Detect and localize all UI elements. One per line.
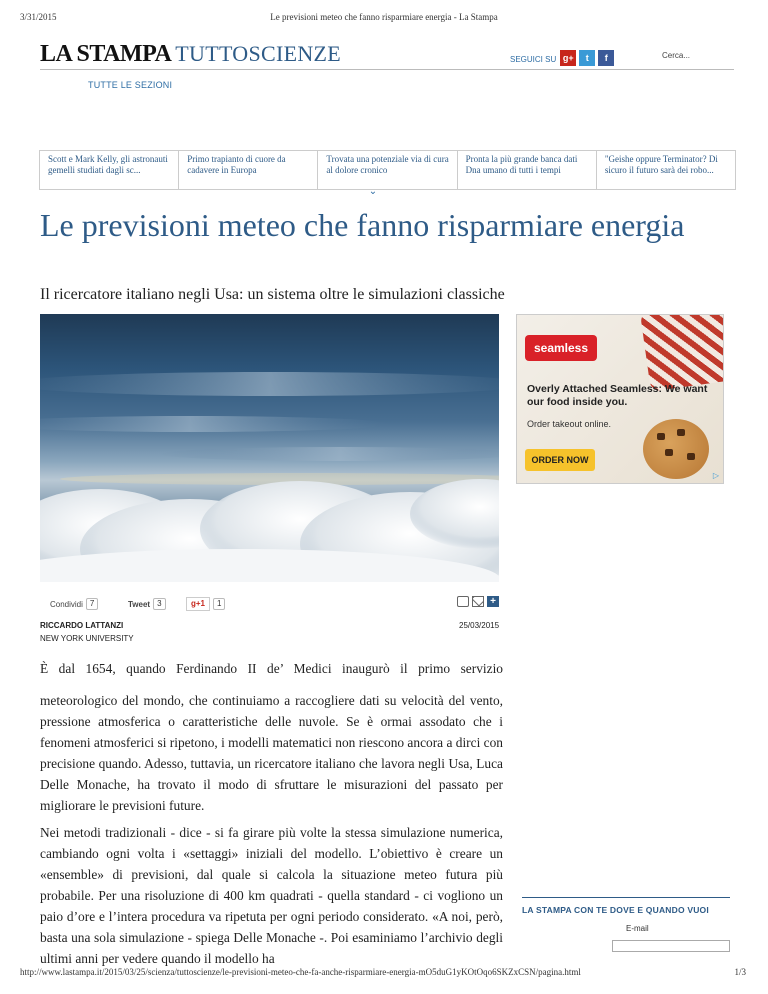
ad-cookie-image (643, 419, 709, 479)
ad-brand-logo: seamless (525, 335, 597, 361)
masthead (40, 40, 734, 70)
author-name: RICCARDO LATTANZI (40, 621, 124, 630)
advertisement[interactable] (516, 314, 724, 484)
newsletter-title: LA STAMPA CON TE DOVE E QUANDO VUOI (522, 905, 709, 915)
all-sections-link[interactable]: TUTTE LE SEZIONI (88, 80, 173, 90)
related-articles (39, 150, 736, 190)
follow-label: SEGUICI SU (510, 55, 557, 64)
gplus-label: g+1 (186, 597, 210, 611)
facebook-icon[interactable]: f (598, 50, 614, 66)
section-name: TUTTOSCIENZE (175, 41, 342, 66)
article-image (40, 314, 499, 582)
print-date: 3/31/2015 (20, 12, 57, 22)
email-field[interactable] (612, 940, 730, 952)
tweet-label: Tweet (128, 599, 151, 609)
related-item[interactable]: Pronta la più grande banca dati Dna umano di tutti i tempi (458, 151, 597, 189)
adchoices-icon[interactable]: ▷ (712, 471, 720, 480)
share-bar (40, 596, 499, 614)
article-title: Le previsioni meteo che fanno risparmiare energia (40, 207, 685, 243)
share-condividi[interactable] (50, 596, 98, 612)
ad-subline: Order takeout online. (527, 419, 612, 429)
print-page-number: 1/3 (734, 967, 746, 977)
sky-clouds-illustration (40, 314, 499, 582)
brand-name: LA STAMPA (40, 41, 172, 67)
related-item[interactable]: Scott e Mark Kelly, gli astronauti gemelli studiati dagli sc... (39, 151, 179, 189)
search-input[interactable]: Cerca... (662, 51, 691, 60)
ad-food-image (640, 314, 724, 392)
site-logo[interactable] (40, 40, 341, 68)
ad-headline: Overly Attached Seamless: We want our food inside you. (527, 383, 708, 408)
author-affiliation: NEW YORK UNIVERSITY (40, 634, 134, 643)
ad-order-button[interactable]: ORDER NOW (525, 449, 595, 471)
article-date: 25/03/2015 (459, 621, 500, 630)
newsletter-box (522, 897, 730, 933)
chevron-down-icon[interactable]: ⌄ (368, 186, 378, 197)
mail-icon[interactable] (472, 596, 484, 607)
article-paragraph: Nei metodi tradizionali - dice - si fa girare più volte la stessa simulazione numerica, cambiando ogni volta i «settaggi» iniziali del modello. L’obiettivo è creare un «ensemble» di previsioni, dal quale si calcola la situazione meteo futura più probabile. Per una risoluzione di 400 km quadrati - quella standard - ci vogliono un paio d’ore e l’intera procedura va ripetuta per ogni periodo considerato. «A noi, però, basta una sola simulazione - spiega Delle Monache -. Poi esaminiamo l’archivio degli ultimi anni per vedere quando il modello ha (40, 825, 503, 966)
social-links (510, 40, 617, 66)
google-plus-icon[interactable]: g+ (560, 50, 576, 66)
print-title: Le previsioni meteo che fanno risparmiare energia - La Stampa (270, 12, 498, 22)
plus-icon[interactable]: + (487, 596, 499, 607)
print-url: http://www.lastampa.it/2015/03/25/scienza/tuttoscienze/le-previsioni-meteo-che-fa-anche-risparmiare-energia-mO5duG1yKOtOqo6SKZxCSN/pagina.html (20, 967, 581, 977)
condividi-label: Condividi (50, 599, 83, 609)
tweet-button[interactable] (128, 596, 166, 612)
print-icon[interactable] (457, 596, 469, 607)
article-paragraph: meteorologico del mondo, che continuiamo a raccogliere dati su velocità del vento, pressione atmosferica o caratteristiche delle nuvole. Se è ormai assodato che i fenomeni atmosferici si ripetono, i modelli matematici non riescono ancora a dirci con precisione quando. Adesso, tuttavia, un ricercatore italiano che lavora negli Usa, Luca Delle Monache, ha trovato il modo di sfruttare le misurazioni del passato per migliorare le previsioni future. (40, 693, 503, 813)
article-subtitle: Il ricercatore italiano negli Usa: un sistema oltre le simulazioni classiche (40, 286, 505, 303)
related-item[interactable]: Primo trapianto di cuore da cadavere in Europa (179, 151, 318, 189)
condividi-count: 7 (86, 598, 98, 610)
article-tools (457, 596, 499, 607)
related-item[interactable]: Trovata una potenziale via di cura al dolore cronico (318, 151, 457, 189)
tweet-count: 3 (153, 598, 165, 610)
gplus-count: 1 (213, 598, 225, 610)
article-paragraph: È dal 1654, quando Ferdinando II de’ Medici inaugurò il primo servizio (40, 661, 503, 676)
related-item[interactable]: "Geishe oppure Terminator? Di sicuro il futuro sarà dei robo... (597, 151, 736, 189)
gplus-button[interactable] (186, 596, 225, 612)
twitter-icon[interactable]: t (579, 50, 595, 66)
email-label: E-mail (626, 924, 649, 933)
